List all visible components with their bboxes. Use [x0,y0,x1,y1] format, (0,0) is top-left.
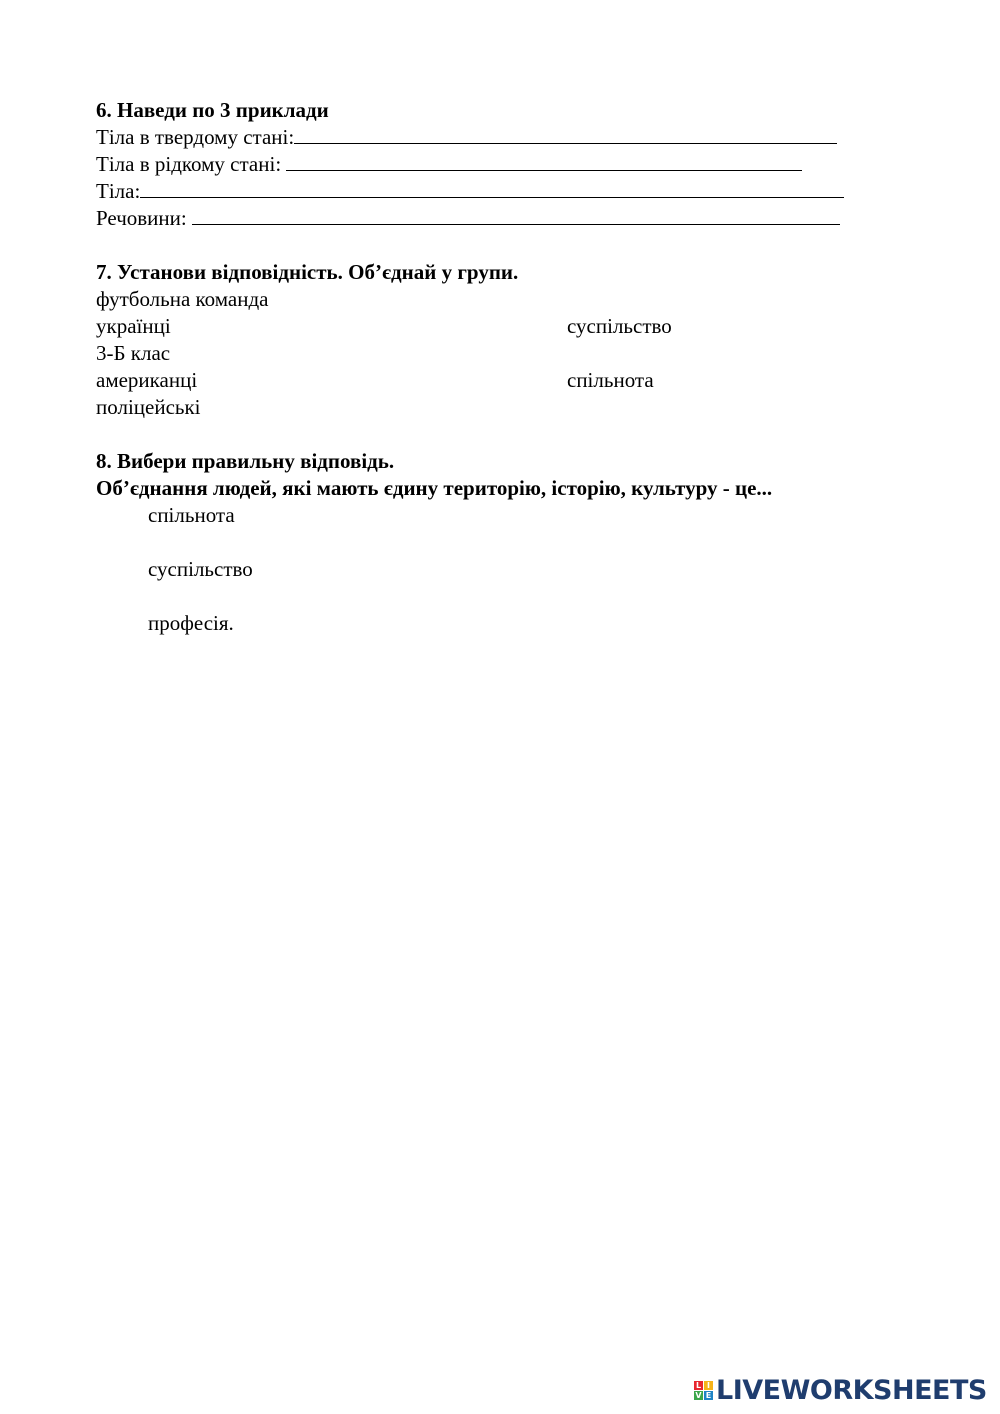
answer-row-solid [96,124,837,151]
logo-mark-letter: V [695,1390,702,1400]
answer-row-bodies [96,178,844,205]
match-left-item[interactable]: 3-Б клас [96,341,171,365]
answer-blank[interactable] [294,139,837,144]
answer-blank[interactable] [140,193,844,198]
logo-mark-letter: L [695,1380,702,1390]
match-left-item[interactable]: поліцейські [96,395,201,419]
logo-mark-letter: E [705,1390,712,1400]
match-left-item[interactable]: американці [96,368,198,392]
answer-row-label: Речовини: [96,206,192,230]
logo-mark-letter: I [704,1381,713,1390]
match-left-item[interactable]: українці [96,314,171,338]
answer-row-label: Тіла: [96,179,141,203]
question-text: Об’єднання людей, які мають єдину територію, історію, культуру - це... [96,476,773,500]
answer-row-label: Тіла в твердому стані: [96,125,295,149]
section-8-title: 8. Вибери правильну відповідь. [96,449,395,473]
answer-option[interactable]: спільнота [148,503,235,527]
answer-blank[interactable] [192,220,840,225]
logo-text: LIVEWORKSHEETS [716,1374,987,1406]
answer-row-label: Тіла в рідкому стані: [96,152,287,176]
logo-mark-icon [694,1381,713,1400]
liveworksheets-logo [694,1374,987,1406]
answer-row-liquid [96,151,802,178]
answer-row-substances [96,205,840,232]
answer-option[interactable]: професія. [148,611,234,635]
match-left-item[interactable]: футбольна команда [96,287,269,311]
match-group-target[interactable]: спільнота [567,368,654,392]
answer-blank[interactable] [286,166,802,171]
answer-option[interactable]: суспільство [148,557,253,581]
section-6-title: 6. Наведи по 3 приклади [96,98,329,122]
match-group-target[interactable]: суспільство [567,314,672,338]
section-7-title: 7. Установи відповідність. Об’єднай у групи. [96,260,519,284]
